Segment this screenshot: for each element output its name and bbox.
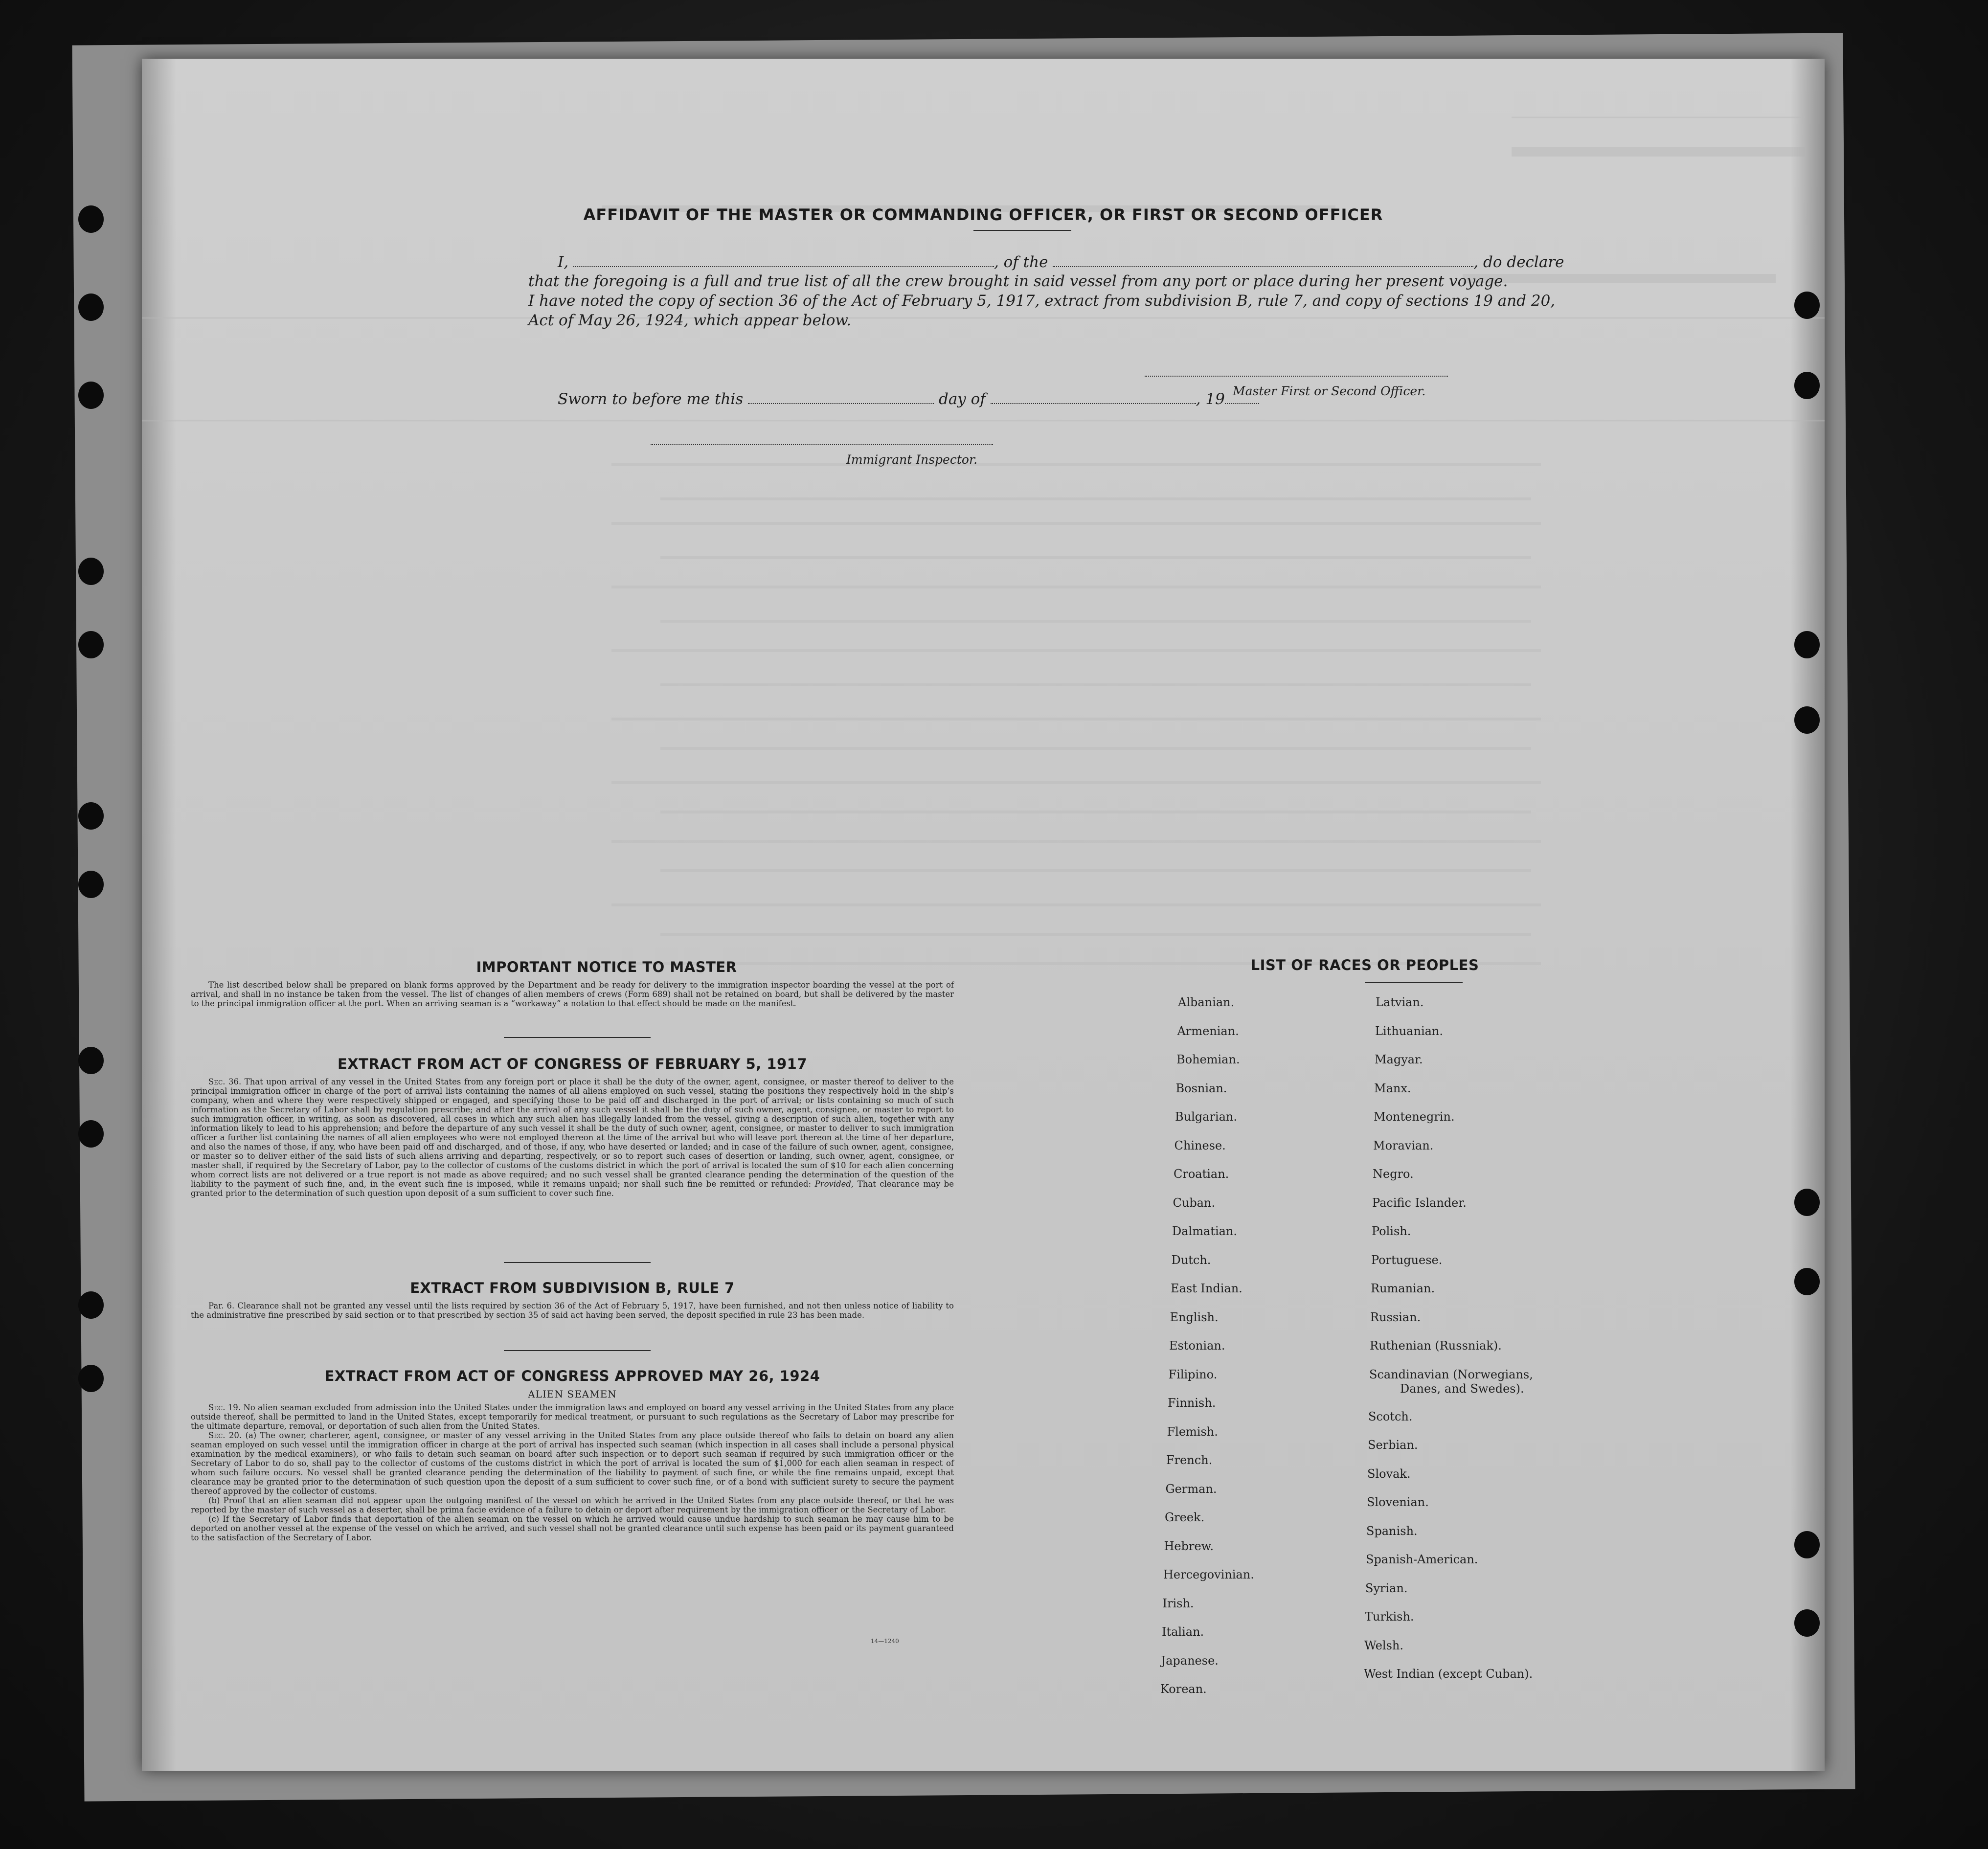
affidavit-i: I,: [558, 253, 569, 271]
binder-hole: [78, 382, 104, 409]
race-item: Rumanian.: [1371, 1282, 1435, 1295]
race-item: Bosnian.: [1175, 1081, 1227, 1095]
binder-hole: [1794, 292, 1820, 319]
binder-hole: [78, 1291, 104, 1319]
race-item: Syrian.: [1365, 1581, 1408, 1595]
race-item: Finnish.: [1168, 1396, 1216, 1410]
sworn-year-field[interactable]: [1225, 389, 1259, 404]
sworn-label: Sworn to before me this: [558, 390, 744, 408]
affidavit-line-2: that the foregoing is a full and true list of all the crew brought in said vessel from any port or place during her present voyage.: [528, 272, 1508, 290]
affidavit-line-4: Act of May 26, 1924, which appear below.: [528, 312, 852, 329]
extract-1917-title: EXTRACT FROM ACT OF CONGRESS OF FEBRUARY 5, 1917: [337, 1056, 808, 1072]
affidavit-line-1: [558, 252, 1649, 272]
race-item: Turkish.: [1365, 1610, 1414, 1624]
binder-hole: [78, 1047, 104, 1074]
extract-1924-title: EXTRACT FROM ACT OF CONGRESS APPROVED MAY 26, 1924: [324, 1368, 820, 1384]
extract-1924-text: [191, 1403, 954, 1542]
race-item: Italian.: [1162, 1625, 1204, 1639]
inspector-label: Immigrant Inspector.: [846, 452, 978, 467]
race-item: Pacific Islander.: [1372, 1195, 1467, 1210]
rule-7-paragraph: Par. 6. Clearance shall not be granted any vessel until the lists required by section 36 of the Act of February 5, 1917, have been furnished, and not then unless notice of liability to the administrative fine prescribed by said section or to that prescribed by section 35 of said act having been served, the deposit specified in rule 23 has been made.: [191, 1301, 954, 1320]
inspector-signature-field[interactable]: [651, 430, 993, 445]
race-item: Flemish.: [1167, 1424, 1218, 1439]
rule-7-title: EXTRACT FROM SUBDIVISION B, RULE 7: [410, 1280, 735, 1296]
sec-19-text: No alien seaman excluded from admission into the United States under the immigration laws and employed on board any vessel arriving in the United States from any place outside thereof, shall be permitted to land in the United States, except temporarily for medical treatment, or pursuant to such regulations as the Secretary of Labor may prescribe for the ultimate departure, removal, or deportation of such alien from the United States.: [191, 1403, 954, 1431]
race-item: Irish.: [1162, 1596, 1194, 1610]
race-item: Welsh.: [1364, 1638, 1403, 1652]
vessel-name-field[interactable]: [1053, 252, 1473, 267]
race-item: Filipino.: [1168, 1367, 1218, 1381]
race-item: Dutch.: [1171, 1253, 1211, 1267]
race-item: Bohemian.: [1176, 1053, 1240, 1066]
race-item: Danes, and Swedes).: [1400, 1381, 1524, 1396]
race-item: Spanish.: [1366, 1524, 1418, 1538]
race-item: French.: [1166, 1453, 1213, 1467]
race-item: Japanese.: [1161, 1653, 1219, 1668]
sec-20c-paragraph: (c) If the Secretary of Labor finds that deportation of the alien seaman on the vessel on which he arrived would cause undue hardship to such seaman he may cause him to be deported on another vessel at the expense of the vessel on which he arrived, and such vessel shall not be granted clearance until such expense has been paid or its payment guaranteed to the satisfaction of the Secretary of Labor.: [191, 1514, 954, 1542]
race-item: Korean.: [1160, 1682, 1207, 1696]
form-number: 14—1240: [871, 1638, 899, 1645]
sworn-day-field[interactable]: [748, 389, 934, 404]
sec-36-paragraph: [191, 1077, 954, 1198]
binder-hole: [78, 293, 104, 321]
binder-hole: [78, 205, 104, 233]
binder-hole: [78, 1120, 104, 1148]
rule-7-rule: [504, 1350, 651, 1351]
race-item: East Indian.: [1171, 1282, 1242, 1295]
binder-hole: [1794, 1268, 1820, 1295]
binder-hole: [1794, 706, 1820, 734]
extract-1917-rule: [504, 1262, 651, 1263]
title-rule: [973, 230, 1071, 231]
sec-36-label: Sec. 36.: [208, 1077, 242, 1086]
race-item: Cuban.: [1173, 1195, 1216, 1210]
page-edge-shadow-left: [142, 59, 176, 1771]
sec-20a-paragraph: [191, 1431, 954, 1496]
sworn-year-prefix: , 19: [1196, 390, 1225, 408]
race-item: Scotch.: [1368, 1409, 1413, 1423]
notice-title: IMPORTANT NOTICE TO MASTER: [476, 959, 737, 975]
master-signature-label: Master First or Second Officer.: [1233, 384, 1426, 398]
race-item: Montenegrin.: [1374, 1110, 1455, 1124]
binder-hole: [78, 871, 104, 898]
race-item: Polish.: [1372, 1224, 1411, 1238]
race-item: Armenian.: [1177, 1024, 1239, 1038]
sworn-day-of: day of: [938, 390, 986, 408]
race-item: Russian.: [1370, 1310, 1421, 1324]
sec-20a-text: (a) The owner, charterer, agent, consignee, or master of any vessel arriving in the United States from any place outside thereof who fails to detain on board any alien seaman employed on such vessel until the immigration officer in charge at the port of arrival has inspected such seaman (which inspection in all cases shall include a personal physical examination by the medical examiners), or who fails to detain such seaman on board after such inspection or to deport such seaman if required by such immigration officer or the Secretary of Labor to do so, shall pay to the collector of customs of the customs district in which the port of arrival is located the sum of $1,000 for each alien seaman in respect of whom such failure occurs. No vessel shall be granted clearance pending the determination of the liability to payment of such fine, or while the fine remains unpaid, except that clearance may be granted prior to the determination of such question upon the deposit of a sum sufficient to cover such fine, or of a bond with sufficient surety to secure the payment thereof approved by the collector of customs.: [191, 1431, 954, 1496]
race-item: Greek.: [1165, 1511, 1205, 1524]
rule-7-text: [191, 1301, 954, 1320]
affidavit-do-declare: , do declare: [1473, 253, 1564, 271]
affidavit-line-3: I have noted the copy of section 36 of the Act of February 5, 1917, extract from subdivision B, rule 7, and copy of sections 19 and 20,: [528, 292, 1556, 310]
race-item: Negro.: [1373, 1167, 1414, 1181]
sworn-line: [558, 389, 1487, 409]
binder-hole: [1794, 1609, 1820, 1637]
sec-36-text: That upon arrival of any vessel in the United States from any foreign port or place it shall be the duty of the owner, agent, consignee, or master thereof to deliver to the principal immigration officer in charge of the port of arrival lists containing the names of all aliens employed on such vessel, stating the positions they respectively hold in the ship’s company, when and where they were respectively shipped or engaged, and specifying those to be paid off and discharged in the port of arrival; or lists containing so much of such information as the Secretary of Labor shall by regulation prescribe; and after the arrival of any such vessel it shall be the duty of such owner, agent, consignee, or master to report to such immigration officer, in writing, as soon as discovered, all cases in which any such alien has illegally landed from the vessel, giving a description of such alien, together with any information likely to lead to his apprehension; and before the departure of any such vessel it shall be the duty of such owner, agent, consignee, or master to deliver to such immigration officer a further list containing the names of all alien employees who were not employed thereon at the time of the arrival but who will leave port thereon at the time of her departure, and also the names of those, if any, who have been paid off and discharged, and of those, if any, who have deserted or landed; and in case of the failure of such owner, agent, consignee, or master so to deliver either of the said lists of such aliens arriving and departing, respectively, or so to report such cases of desertion or landing, such owner, agent, consignee, or master shall, if required by the Secretary of Labor, pay to the collector of customs of the customs district in which the port of arrival is located the sum of $10 for each alien concerning whom correct lists are not delivered or a true report is not made as above required; and no such vessel shall be granted clearance pending the determination of the question of the liability to the payment of such fine, and, in the event such fine is imposed, while it remains unpaid; nor shall such fine be remitted or refunded:: [191, 1077, 954, 1189]
sec-19-label: Sec. 19.: [208, 1403, 241, 1412]
race-item: Hercegovinian.: [1163, 1568, 1254, 1581]
binder-hole: [1794, 372, 1820, 399]
notice-paragraph: The list described below shall be prepared on blank forms approved by the Department and be ready for delivery to the immigration inspector boarding the vessel at the port of arrival, and shall in no instance be taken from the vessel. The list of changes of alien members of crews (Form 689) shall not be retained on board, but shall be delivered by the master to the principal immigration officer at the port. When an arriving seaman is a “workaway” a notation to that effect should be made on the manifest.: [191, 980, 954, 1008]
race-item: Hebrew.: [1164, 1539, 1214, 1553]
race-item: Scandinavian (Norwegians,: [1369, 1367, 1533, 1381]
binder-hole: [78, 558, 104, 585]
race-item: Croatian.: [1174, 1167, 1229, 1181]
master-signature-field[interactable]: [1145, 362, 1448, 377]
race-item: Serbian.: [1368, 1438, 1418, 1452]
sec-20-label: Sec. 20.: [208, 1431, 242, 1440]
master-name-field[interactable]: [573, 252, 994, 267]
race-item: Slovak.: [1367, 1466, 1411, 1481]
binder-hole: [1794, 631, 1820, 658]
notice-text: [191, 980, 954, 1008]
race-item: Lithuanian.: [1375, 1024, 1444, 1038]
race-item: Ruthenian (Russniak).: [1370, 1339, 1502, 1353]
manifest-page: [142, 59, 1825, 1771]
races-rule: [1365, 982, 1463, 983]
sec-20b-paragraph: (b) Proof that an alien seaman did not appear upon the outgoing manifest of the vessel on which he arrived in the United States from any place outside thereof, or that he was reported by the master of such vessel as a deserter, shall be prima facie evidence of a failure to detain or deport after requirement by the immigration officer or the Secretary of Labor.: [191, 1496, 954, 1514]
race-item: Albanian.: [1178, 995, 1235, 1009]
race-item: Magyar.: [1375, 1053, 1423, 1066]
extract-1917-text: [191, 1077, 954, 1198]
sworn-month-field[interactable]: [991, 389, 1196, 404]
race-item: Latvian.: [1376, 995, 1424, 1009]
race-item: Portuguese.: [1371, 1253, 1443, 1267]
binder-hole: [1794, 1189, 1820, 1216]
affidavit-of-the: , of the: [994, 253, 1048, 271]
binder-hole: [78, 802, 104, 830]
race-item: Spanish-American.: [1366, 1553, 1478, 1566]
race-item: Dalmatian.: [1172, 1224, 1238, 1238]
race-item: West Indian (except Cuban).: [1364, 1667, 1533, 1681]
race-item: Estonian.: [1169, 1339, 1225, 1353]
race-item: Manx.: [1374, 1081, 1411, 1095]
extract-1924-subtitle: ALIEN SEAMEN: [528, 1388, 617, 1400]
race-item: Slovenian.: [1367, 1495, 1429, 1509]
notice-rule: [504, 1037, 651, 1038]
binder-hole: [78, 1365, 104, 1392]
sec-19-paragraph: [191, 1403, 954, 1431]
race-item: German.: [1165, 1482, 1217, 1496]
race-item: English.: [1170, 1310, 1219, 1324]
binder-hole: [1794, 1531, 1820, 1558]
proviso-text: That clearance may be granted prior to the determination of such question upon deposit of a sum sufficient to cover such fine.: [191, 1179, 954, 1198]
proviso-label: Provided,: [814, 1179, 854, 1189]
race-item: Chinese.: [1174, 1138, 1226, 1152]
race-item: Moravian.: [1373, 1138, 1434, 1152]
race-item: Bulgarian.: [1175, 1110, 1237, 1124]
races-title: LIST OF RACES OR PEOPLES: [1250, 957, 1479, 973]
binder-hole: [78, 631, 104, 658]
affidavit-title: AFFIDAVIT OF THE MASTER OR COMMANDING OFFICER, OR FIRST OR SECOND OFFICER: [583, 205, 1383, 224]
